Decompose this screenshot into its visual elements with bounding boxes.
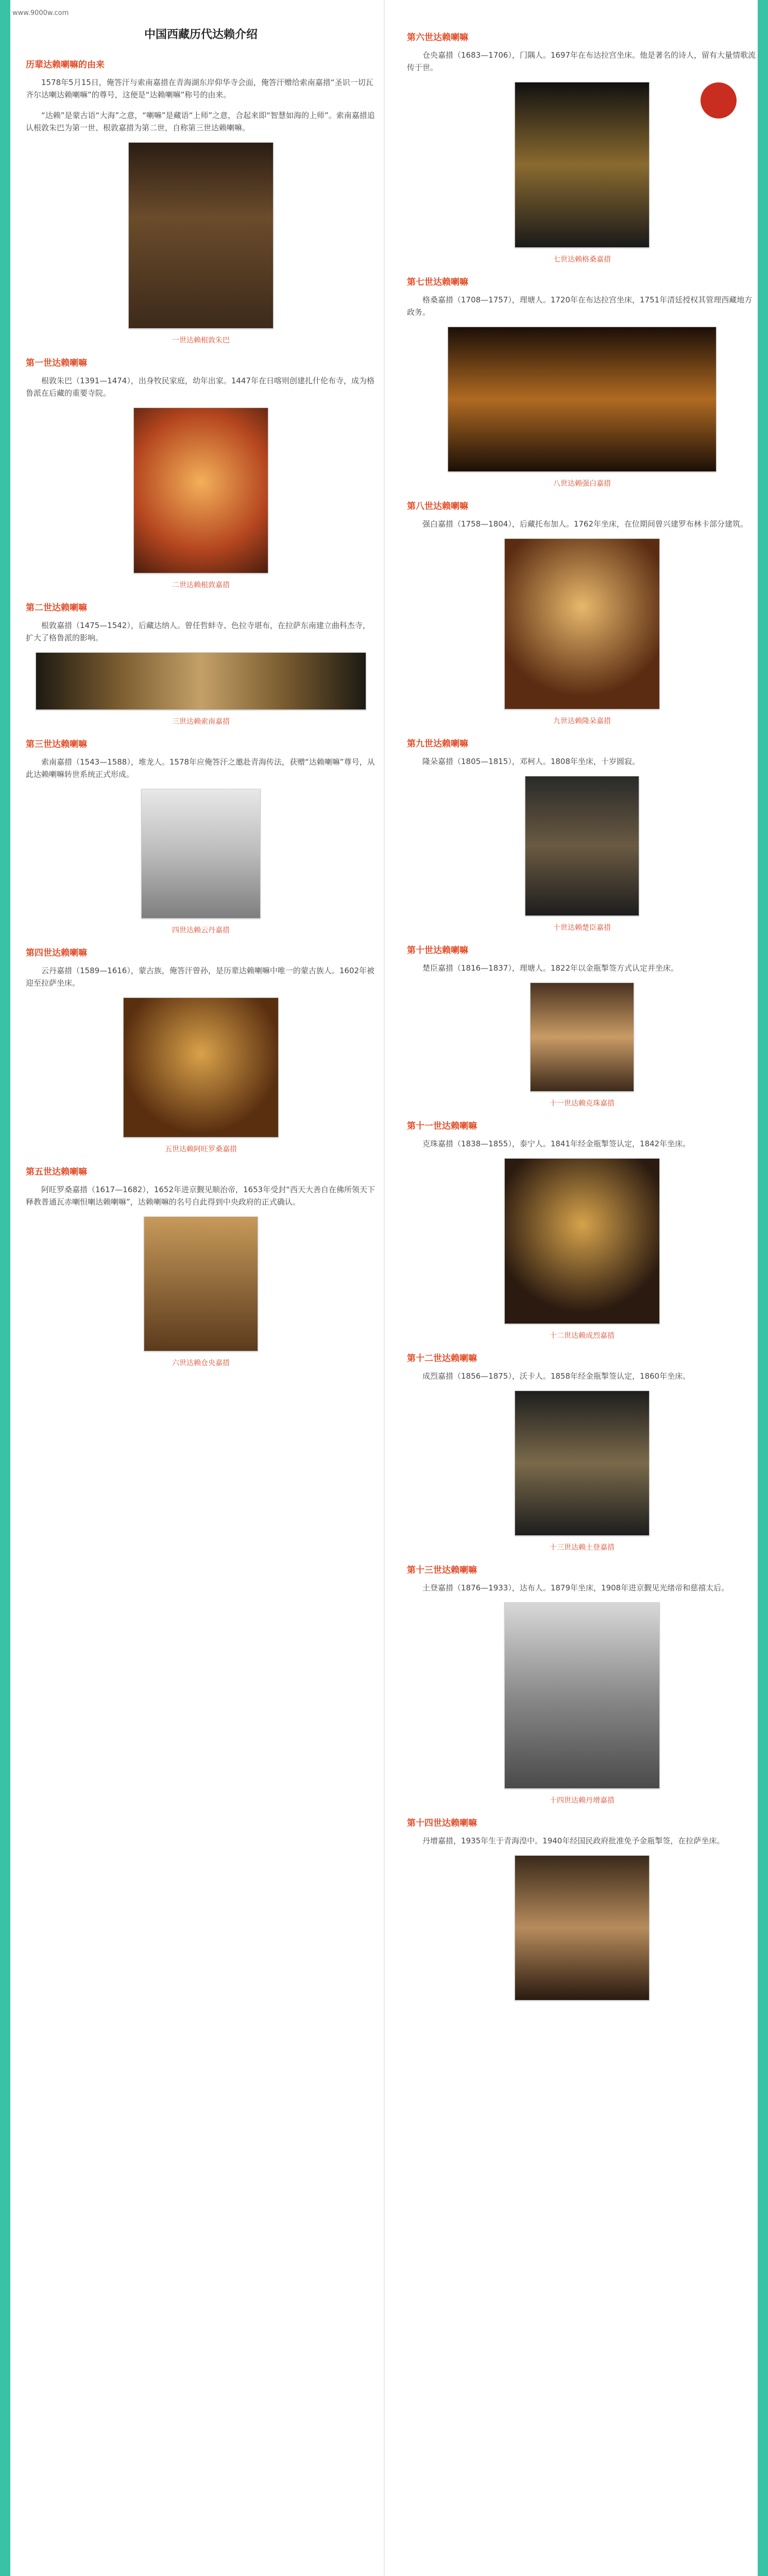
- section-heading: 第六世达赖喇嘛: [407, 32, 468, 43]
- left-decor-bar: [0, 0, 10, 2576]
- paragraph: 索南嘉措（1543—1588），堆龙人。1578年应俺答汗之邀赴青海传法，获赠“达赖喇嘛”尊号，从此达赖喇嘛转世系统正式形成。: [26, 757, 375, 779]
- portrait-image: [141, 789, 261, 919]
- portrait-image: [128, 142, 274, 329]
- paragraph: 丹增嘉措，1935年生于青海湟中。1940年经国民政府批准免予金瓶掣签，在拉萨坐床。: [422, 1836, 725, 1845]
- paragraph: 1578年5月15日，俺答汗与索南嘉措在青海湖东岸仰华寺会面，俺答汗赠给索南嘉措“圣识一切瓦齐尔达喇达赖喇嘛”的尊号，这便是“达赖喇嘛”称号的由来。: [26, 78, 373, 99]
- paragraph: 楚臣嘉措（1816—1837），理塘人。1822年以金瓶掣签方式认定并坐床。: [422, 963, 679, 973]
- image-caption: 四世达赖云丹嘉措: [172, 926, 230, 935]
- column-divider: [384, 0, 385, 2576]
- paragraph: 格桑嘉措（1708—1757），理塘人。1720年在布达拉宫坐床，1751年清廷授权其管理西藏地方政务。: [407, 295, 753, 317]
- section-heading: 第九世达赖喇嘛: [407, 739, 468, 749]
- portrait-image: [504, 1158, 660, 1324]
- image-caption: 十世达赖楚臣嘉措: [553, 924, 611, 932]
- portrait-image: [525, 776, 639, 916]
- image-caption: 一世达赖根敦朱巴: [172, 336, 230, 345]
- portrait-image: [515, 1391, 650, 1536]
- image-caption: 七世达赖格桑嘉措: [553, 256, 611, 264]
- portrait-image: [133, 408, 268, 573]
- image-caption: 二世达赖根敦嘉措: [172, 581, 230, 589]
- left-column: [26, 21, 376, 1378]
- seal-stamp: [701, 82, 737, 118]
- section-heading: 第七世达赖喇嘛: [407, 277, 468, 287]
- portrait-image: [530, 982, 634, 1092]
- page-title: 中国西藏历代达赖介绍: [144, 28, 258, 41]
- section-heading: 历辈达赖喇嘛的由来: [26, 60, 105, 70]
- image-caption: 五世达赖阿旺罗桑嘉措: [165, 1145, 237, 1154]
- paragraph: 根敦朱巴（1391—1474），出身牧民家庭，幼年出家。1447年在日喀则创建扎什伦布寺，成为格鲁派在后藏的重要寺院。: [26, 376, 375, 398]
- portrait-image: [36, 652, 366, 710]
- paragraph: 强白嘉措（1758—1804），后藏托布加人。1762年坐床，在位期间曾兴建罗布林卡部分建筑。: [422, 519, 748, 529]
- image-caption: 三世达赖索南嘉措: [172, 718, 230, 726]
- portrait-image: [515, 82, 650, 248]
- section-heading: 第五世达赖喇嘛: [26, 1167, 87, 1177]
- image-caption: 六世达赖仓央嘉措: [172, 1359, 230, 1367]
- section-heading: 第十二世达赖喇嘛: [407, 1353, 477, 1364]
- right-decor-bar: [758, 0, 768, 2576]
- paragraph: “达赖”是蒙古语“大海”之意，“喇嘛”是藏语“上师”之意，合起来即“智慧如海的上师”。索南嘉措追认根敦朱巴为第一世、根敦嘉措为第二世，自称第三世达赖喇嘛。: [26, 111, 375, 132]
- paragraph: 隆朵嘉措（1805—1815），邓柯人。1808年坐床，十岁圆寂。: [422, 757, 640, 766]
- paragraph: 克珠嘉措（1838—1855），泰宁人。1841年经金瓶掣签认定，1842年坐床。: [422, 1139, 691, 1148]
- paragraph: 土登嘉措（1876—1933），达布人。1879年坐床，1908年进京觐见光绪帝和慈禧太后。: [422, 1583, 729, 1592]
- section-heading: 第三世达赖喇嘛: [26, 739, 87, 750]
- portrait-image: [448, 327, 716, 472]
- paragraph: 仓央嘉措（1683—1706），门隅人。1697年在布达拉宫坐床。他是著名的诗人，留有大量情歌流传于世。: [407, 50, 756, 72]
- portrait-image: [504, 538, 660, 709]
- portrait-image: [144, 1216, 258, 1351]
- section-heading: 第一世达赖喇嘛: [26, 358, 87, 368]
- portrait-image: [123, 997, 279, 1138]
- paragraph: 云丹嘉措（1589—1616），蒙古族，俺答汗曾孙，是历辈达赖喇嘛中唯一的蒙古族人。1602年被迎至拉萨坐床。: [26, 966, 375, 988]
- right-column: [407, 21, 757, 2007]
- section-heading: 第八世达赖喇嘛: [407, 501, 468, 512]
- section-heading: 第十四世达赖喇嘛: [407, 1818, 477, 1828]
- section-heading: 第十三世达赖喇嘛: [407, 1565, 477, 1575]
- portrait-image: [504, 1602, 660, 1789]
- image-caption: 八世达赖强白嘉措: [553, 480, 611, 488]
- image-caption: 十四世达赖丹增嘉措: [550, 1797, 615, 1805]
- source-url[interactable]: www.9000w.com: [12, 9, 69, 17]
- section-heading: 第十世达赖喇嘛: [407, 945, 468, 956]
- paragraph: 根敦嘉措（1475—1542），后藏达纳人。曾任哲蚌寺、色拉寺堪布，在拉萨东南建立曲科杰寺，扩大了格鲁派的影响。: [26, 621, 370, 642]
- section-heading: 第四世达赖喇嘛: [26, 948, 87, 958]
- image-caption: 十二世达赖成烈嘉措: [550, 1332, 615, 1340]
- image-caption: 十一世达赖克珠嘉措: [550, 1099, 615, 1108]
- paragraph: 阿旺罗桑嘉措（1617—1682），1652年进京觐见顺治帝，1653年受封“西天大善自在佛所领天下释教普通瓦赤喇怛喇达赖喇嘛”，达赖喇嘛的名号自此得到中央政府的正式确认。: [26, 1185, 375, 1207]
- portrait-image: [515, 1855, 650, 2001]
- paragraph: 成烈嘉措（1856—1875），沃卡人。1858年经金瓶掣签认定，1860年坐床。: [422, 1371, 691, 1381]
- image-caption: 九世达赖隆朵嘉措: [553, 717, 611, 725]
- section-heading: 第二世达赖喇嘛: [26, 603, 87, 613]
- section-heading: 第十一世达赖喇嘛: [407, 1121, 477, 1131]
- image-caption: 十三世达赖土登嘉措: [550, 1544, 615, 1552]
